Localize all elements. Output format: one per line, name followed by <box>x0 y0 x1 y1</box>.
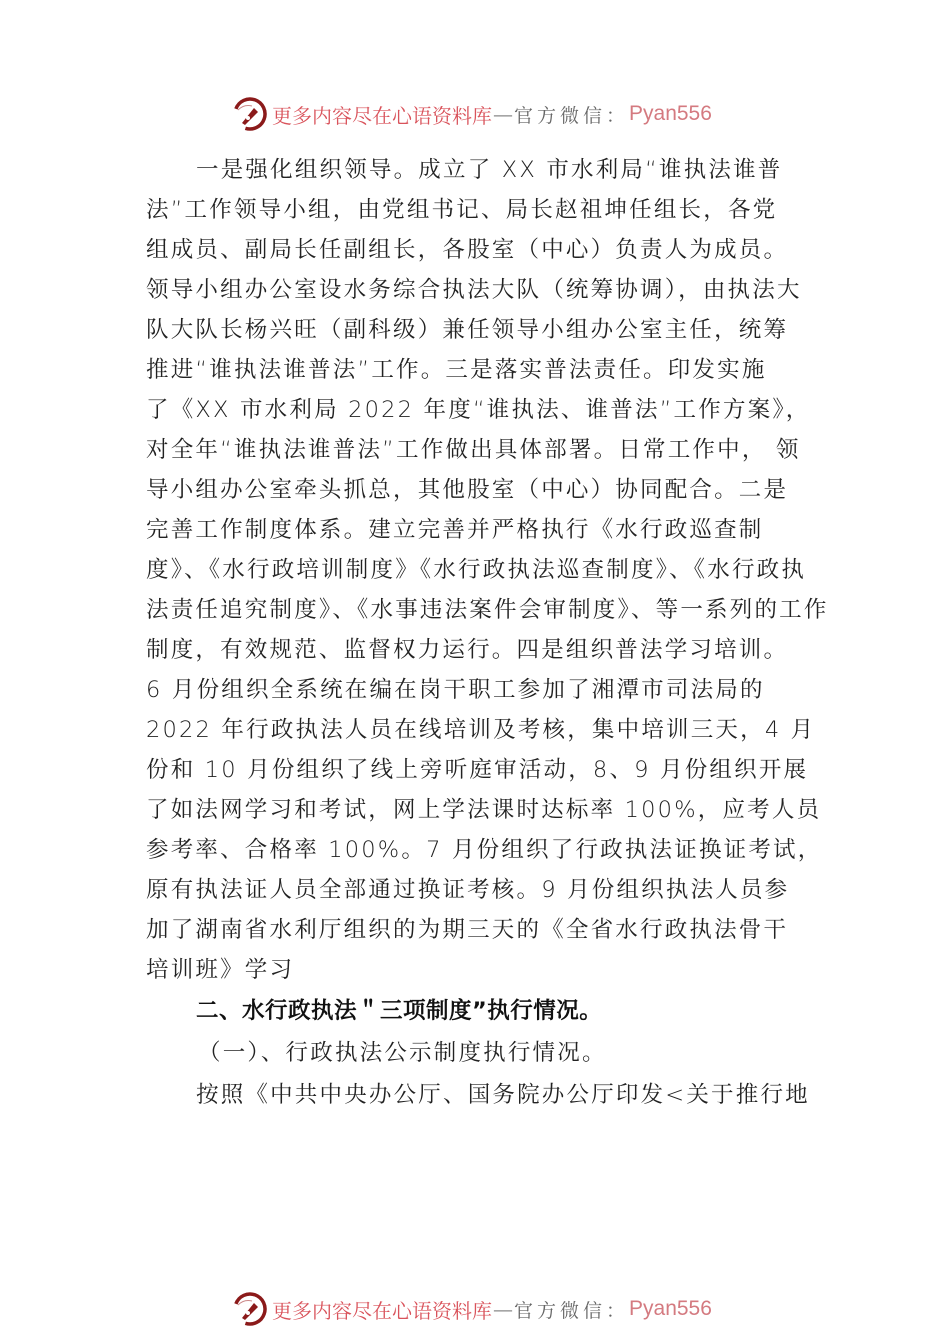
watermark-gray-text: 官方微信： <box>514 1299 630 1322</box>
watermark-gray-text: 官方微信： <box>514 104 630 127</box>
text-line: 完善工作制度体系。建立完善并严格执行《水行政巡查制 <box>146 517 764 543</box>
watermark-dash: — <box>493 1297 513 1321</box>
text-line: 参考率、合格率 100%。7 月份组织了行政执法证换证考试， <box>146 837 823 863</box>
text-line: 制度，有效规范、监督权力运行。四是组织普法学习培训。 <box>146 637 789 663</box>
watermark-red-text: 更多内容尽在心语资料库 <box>272 1298 492 1323</box>
text-line: 培训班》学习 <box>146 957 295 983</box>
text-line: 法责任追究制度》、《水事违法案件会审制度》、等一系列的工作 <box>146 597 829 623</box>
text-line: 对全年“谁执法谁普法”工作做出具体部署。日常工作中， 领 <box>146 437 801 463</box>
text-line: 法”工作领导小组，由党组书记、局长赵祖坤任组长，各党 <box>146 197 778 223</box>
pen-nib-logo-icon <box>232 1291 268 1327</box>
text-line: 原有执法证人员全部通过换证考核。9 月份组织执法人员参 <box>146 877 790 903</box>
text-line: 度》、《水行政培训制度》《水行政执法巡查制度》、《水行政执 <box>146 557 807 583</box>
text-line: 领导小组办公室设水务综合执法大队（统筹协调），由执法大 <box>146 277 802 303</box>
text-line: 份和 10 月份组织了线上旁听庭审活动，8、9 月份组织开展 <box>146 757 809 783</box>
section-heading: 二、水行政执法＂三项制度”执行情况。 <box>196 998 603 1024</box>
text-line: 了《XX 市水利局 2022 年度“谁执法、谁普法”工作方案》， <box>146 397 811 423</box>
watermark-header <box>232 94 712 134</box>
text-line: 了如法网学习和考试，网上学法课时达标率 100%，应考人员 <box>146 797 822 823</box>
document-body <box>146 150 829 1116</box>
watermark-code: Pyan556 <box>629 102 712 125</box>
text-line: 队大队长杨兴旺（副科级）兼任领导小组办公室主任，统筹 <box>146 317 789 343</box>
text-line: 按照《中共中央办公厅、国务院办公厅印发<关于推行地 <box>196 1082 810 1108</box>
pen-nib-logo-icon <box>232 96 268 132</box>
text-line: 2022 年行政执法人员在线培训及考核，集中培训三天，4 月 <box>146 717 816 743</box>
watermark-footer <box>232 1289 712 1329</box>
text-line: 导小组办公室牵头抓总，其他股室（中心）协同配合。二是 <box>146 477 789 503</box>
text-line: 加了湖南省水利厅组织的为期三天的《全省水行政执法骨干 <box>146 917 789 943</box>
watermark-red-text: 更多内容尽在心语资料库 <box>272 103 492 128</box>
text-line: 组成员、副局长任副组长，各股室（中心）负责人为成员。 <box>146 237 789 263</box>
text-line: 推进“谁执法谁普法”工作。三是落实普法责任。印发实施 <box>146 357 767 383</box>
watermark-code: Pyan556 <box>629 1297 712 1320</box>
text-line: 6 月份组织全系统在编在岗干职工参加了湘潭市司法局的 <box>146 677 765 703</box>
text-line: 一是强化组织领导。成立了 XX 市水利局“谁执法谁普 <box>196 157 783 183</box>
watermark-dash: — <box>493 102 513 126</box>
subsection-heading: （一）、行政执法公示制度执行情况。 <box>198 1040 607 1066</box>
